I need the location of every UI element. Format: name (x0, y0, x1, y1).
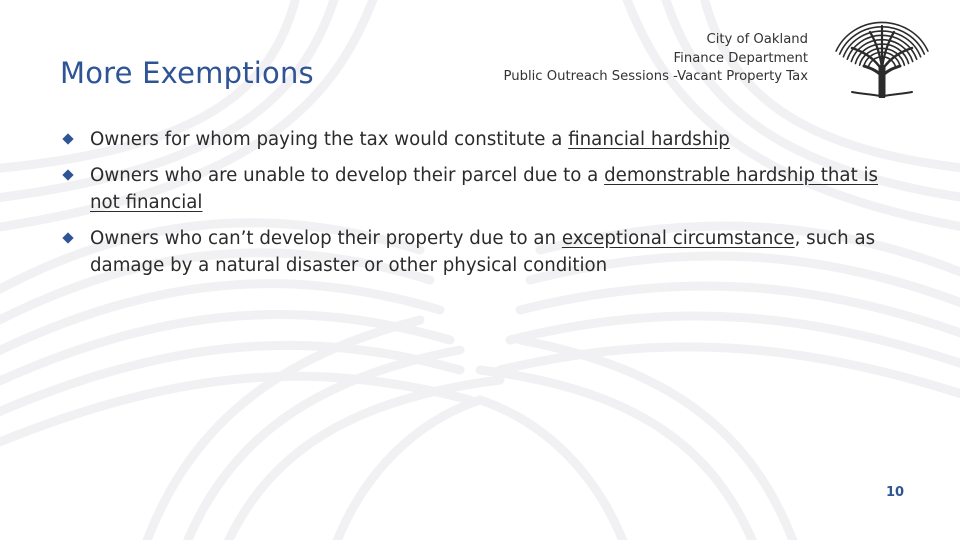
pattern-branch-stroke (510, 316, 960, 370)
bullet-item-demonstrable-hardship (64, 162, 894, 216)
bullet-item-financial-hardship (64, 126, 894, 153)
bullet-text: Owners who are unable to develop their parcel due to a (90, 165, 605, 186)
header-line-organization: City of Oakland (706, 32, 808, 47)
diamond-bullet-icon (62, 133, 73, 144)
header-info (504, 31, 809, 87)
bullet-underlined-text: exceptional circumstance (561, 228, 795, 249)
bullet-underlined-text: financial hardship (568, 129, 730, 150)
header-line-department: Finance Department (673, 50, 808, 66)
bullet-text: Owners who can’t develop their property due to an (90, 228, 562, 249)
header-line-session: Public Outreach Sessions -Vacant Property Tax (503, 69, 808, 85)
bullet-list (64, 126, 894, 288)
diamond-bullet-icon (62, 169, 73, 180)
page-number: 10 (886, 485, 905, 500)
bullet-trailing-text: , such as damage by a natural disaster or other physical condition (90, 228, 876, 276)
pattern-branch-stroke (480, 370, 760, 540)
diamond-bullet-icon (62, 232, 73, 243)
pattern-branch-stroke (520, 340, 800, 540)
oak-tree-logo-icon (830, 18, 934, 98)
bullet-underlined-text: demonstrable hardship that is not financial (90, 165, 879, 213)
pattern-branch-stroke (480, 400, 630, 540)
bullet-item-exceptional-circumstance (64, 225, 894, 279)
bullet-text: Owners for whom paying the tax would constitute a (90, 129, 569, 150)
slide-title: More Exemptions (60, 56, 314, 90)
